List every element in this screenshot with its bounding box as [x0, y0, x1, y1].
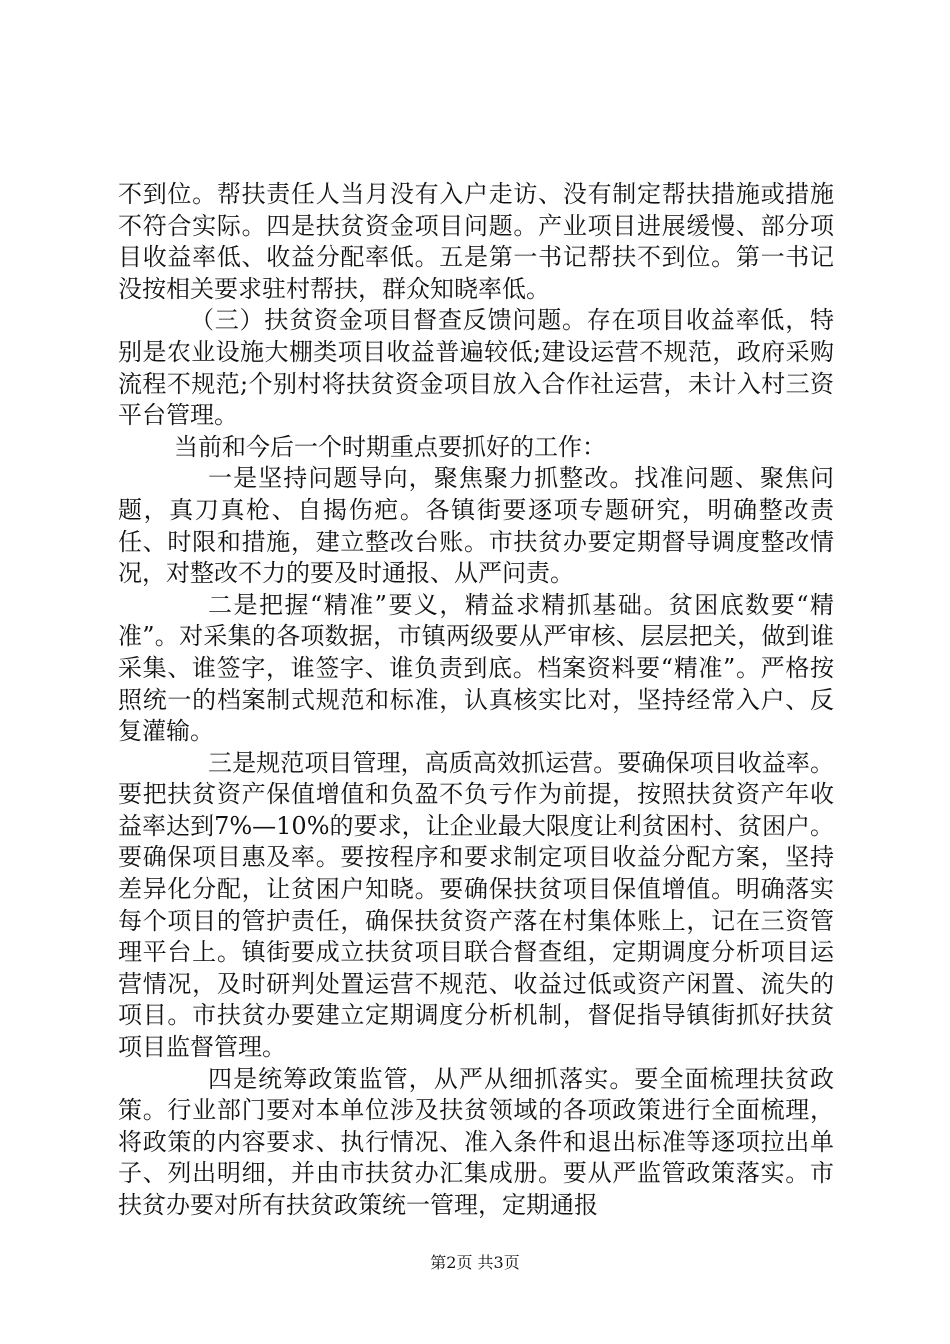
paragraph-task-three: 三是规范项目管理，高质高效抓运营。要确保项目收益率。要把扶贫资产保值增值和负盈不负亏作为前提，按照扶贫资产年收益率达到7%—10%的要求，让企业最大限度让利贫困村、贫困户。要确保项目惠及率。要按程序和要求制定项目收益分配方案，坚持差异化分配，让贫困户知晓。要确保扶贫项目保值增值。明确落实每个项目的管护责任，确保扶贫资产落在村集体账上，记在三资管理平台上。镇街要成立扶贫项目联合督查组，定期调度分析项目运营情况，及时研判处置运营不规范、收益过低或资产闲置、流失的项目。市扶贫办要建立定期调度分析机制，督促指导镇街抓好扶贫项目监督管理。: [118, 748, 834, 1062]
document-body: [118, 179, 834, 1222]
paragraph-task-two: 二是把握“精准”要义，精益求精抓基础。贫困底数要“精准”。对采集的各项数据，市镇两级要从严审核、层层把关，做到谁采集、谁签字，谁签字、谁负责到底。档案资料要“精准”。严格按照统一的档案制式规范和标准，认真核实比对，坚持经常入户、反复灌输。: [118, 590, 834, 746]
paragraph-task-one: 一是坚持问题导向，聚焦聚力抓整改。找准问题、聚焦问题，真刀真枪、自揭伤疤。各镇街要逐项专题研究，明确整改责任、时限和措施，建立整改台账。市扶贫办要定期督导调度整改情况，对整改不力的要及时通报、从严问责。: [118, 464, 834, 588]
page-footer: [0, 1253, 950, 1273]
paragraph-task-four: 四是统筹政策监管，从严从细抓落实。要全面梳理扶贫政策。行业部门要对本单位涉及扶贫领域的各项政策进行全面梳理，将政策的内容要求、执行情况、准入条件和退出标准等逐项拉出单子、列出明细，并由市扶贫办汇集成册。要从严监管政策落实。市扶贫办要对所有扶贫政策统一管理，定期通报: [118, 1064, 834, 1219]
paragraph-key-tasks-heading: 当前和今后一个时期重点要抓好的工作：: [174, 432, 606, 461]
paragraph-section-three: （三）扶贫资金项目督查反馈问题。存在项目收益率低，特别是农业设施大棚类项目收益普遍较低;建设运营不规范，政府采购流程不规范;个别村将扶贫资金项目放入合作社运营，未计入村三资平台管理。: [118, 306, 834, 430]
paragraph-continuation: 不到位。帮扶责任人当月没有入户走访、没有制定帮扶措施或措施不符合实际。四是扶贫资金项目问题。产业项目进展缓慢、部分项目收益率低、收益分配率低。五是第一书记帮扶不到位。第一书记没按相关要求驻村帮扶，群众知晓率低。: [118, 180, 834, 303]
page-number-label: 第2页 共3页: [430, 1253, 520, 1272]
